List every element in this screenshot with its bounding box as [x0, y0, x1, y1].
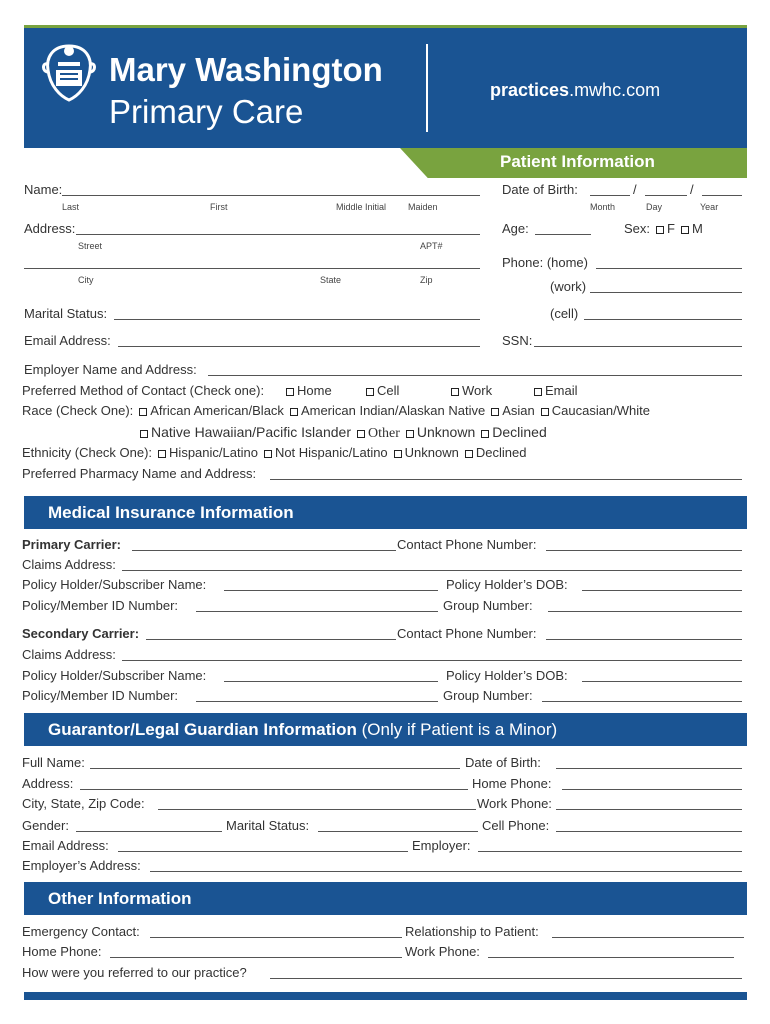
pharmacy-label: Preferred Pharmacy Name and Address:	[22, 466, 257, 481]
secondary-holder-field[interactable]	[224, 681, 438, 682]
email-field[interactable]	[118, 346, 480, 347]
primary-holder-dob-label: Policy Holder’s DOB:	[446, 577, 568, 592]
guarantor-work-phone-field[interactable]	[556, 809, 742, 810]
secondary-contact-phone-field[interactable]	[546, 639, 742, 640]
dob-sep2: /	[690, 182, 694, 197]
ethnicity-label: Ethnicity (Check One):	[22, 445, 153, 460]
address-sub-street: Street	[78, 241, 103, 251]
marital-field[interactable]	[114, 319, 480, 320]
other-work-phone-field[interactable]	[488, 957, 734, 958]
guarantor-employer-address-field[interactable]	[150, 871, 742, 872]
guarantor-marital-label: Marital Status:	[226, 818, 310, 833]
ethnicity-declined-checkbox[interactable]	[465, 450, 473, 458]
primary-member-id-field[interactable]	[196, 611, 438, 612]
patient-info-title: Patient Information	[500, 152, 655, 171]
secondary-member-id-label: Policy/Member ID Number:	[22, 688, 179, 703]
race-asian-label: Asian	[502, 403, 535, 418]
header-banner	[24, 25, 747, 148]
referral-label: How were you referred to our practice?	[22, 965, 247, 980]
dob-sub-day: Day	[646, 202, 663, 212]
guarantor-email-label: Email Address:	[22, 838, 109, 853]
contact-work[interactable]	[445, 383, 492, 399]
address-field[interactable]	[76, 234, 480, 235]
emergency-contact-label: Emergency Contact:	[22, 924, 140, 939]
guarantor-marital-field[interactable]	[318, 831, 478, 832]
work-phone-label: (work)	[550, 279, 587, 294]
contact-email[interactable]	[528, 383, 578, 399]
sex-group	[624, 221, 703, 237]
guarantor-dob-label: Date of Birth:	[465, 755, 541, 770]
sex-m-checkbox[interactable]	[681, 226, 689, 234]
ssn-label: SSN:	[502, 333, 533, 348]
contact-cell-checkbox[interactable]	[366, 388, 374, 396]
city-sub: City	[78, 275, 94, 285]
cell-phone-field[interactable]	[584, 319, 742, 320]
name-label: Name:	[24, 182, 63, 197]
guarantor-employer-field[interactable]	[478, 851, 742, 852]
name-field[interactable]	[62, 195, 480, 196]
primary-holder-label: Policy Holder/Subscriber Name:	[22, 577, 207, 592]
relationship-field[interactable]	[552, 937, 744, 938]
guarantor-gender-label: Gender:	[22, 818, 69, 833]
secondary-holder-dob-label: Policy Holder’s DOB:	[446, 668, 568, 683]
guarantor-name-field[interactable]	[90, 768, 460, 769]
cell-phone-label: (cell)	[550, 306, 579, 321]
contact-cell[interactable]	[360, 383, 399, 399]
guarantor-gender-field[interactable]	[76, 831, 222, 832]
name-sub-maiden: Maiden	[408, 202, 438, 212]
dob-year-field[interactable]	[702, 195, 742, 196]
marital-label: Marital Status:	[24, 306, 108, 321]
primary-contact-phone-label: Contact Phone Number:	[397, 537, 537, 552]
other-home-phone-label: Home Phone:	[22, 944, 102, 959]
race-other-checkbox[interactable]	[357, 430, 365, 438]
employer-field[interactable]	[208, 375, 742, 376]
secondary-carrier-label: Secondary Carrier:	[22, 626, 140, 641]
race-unknown-label: Unknown	[416, 424, 476, 440]
ethnicity-row	[22, 445, 526, 461]
secondary-member-id-field[interactable]	[196, 701, 438, 702]
dob-day-field[interactable]	[645, 195, 687, 196]
contact-work-label: Work	[462, 383, 493, 398]
contact-email-checkbox[interactable]	[534, 388, 542, 396]
contact-method-label: Preferred Method of Contact (Check one):	[22, 383, 265, 398]
secondary-claims-label: Claims Address:	[22, 647, 116, 662]
guarantor-section-bar	[24, 713, 747, 746]
guarantor-section-title	[48, 720, 557, 740]
age-field[interactable]	[535, 234, 591, 235]
guarantor-city-label: City, State, Zip Code:	[22, 796, 145, 811]
work-phone-field[interactable]	[590, 292, 742, 293]
contact-home[interactable]	[280, 383, 332, 399]
guarantor-cell-field[interactable]	[556, 831, 742, 832]
secondary-group-label: Group Number:	[443, 688, 533, 703]
contact-home-label: Home	[297, 383, 332, 398]
other-section-title: Other Information	[48, 889, 192, 908]
ethnicity-declined-label: Declined	[475, 445, 527, 460]
pharmacy-field[interactable]	[270, 479, 742, 480]
primary-holder-dob-field[interactable]	[582, 590, 742, 591]
guarantor-home-phone-label: Home Phone:	[472, 776, 552, 791]
insurance-section-bar	[24, 496, 747, 529]
guarantor-title: Guarantor/Legal Guardian Information	[48, 720, 357, 739]
other-work-phone-label: Work Phone:	[405, 944, 480, 959]
contact-cell-label: Cell	[377, 383, 400, 398]
sex-m-label: M	[691, 221, 703, 236]
insurance-section-title: Medical Insurance Information	[48, 503, 294, 522]
race-label: Race (Check One):	[22, 403, 134, 418]
race-row2	[134, 424, 547, 442]
home-phone-field[interactable]	[596, 268, 742, 269]
ethnicity-unknown-label: Unknown	[404, 445, 459, 460]
secondary-contact-phone-label: Contact Phone Number:	[397, 626, 537, 641]
race-row1	[22, 403, 650, 419]
name-sub-first: First	[210, 202, 228, 212]
guarantor-home-phone-field[interactable]	[562, 789, 742, 790]
sex-f-label: F	[667, 221, 675, 236]
ethnicity-unknown-checkbox[interactable]	[394, 450, 402, 458]
primary-claims-field[interactable]	[122, 570, 742, 571]
dob-label: Date of Birth:	[502, 182, 578, 197]
guarantor-name-label: Full Name:	[22, 755, 85, 770]
guarantor-employer-address-label: Employer’s Address:	[22, 858, 141, 873]
secondary-claims-field[interactable]	[122, 660, 742, 661]
hospital-logo-icon	[40, 42, 98, 104]
contact-home-checkbox[interactable]	[286, 388, 294, 396]
primary-group-field[interactable]	[548, 611, 742, 612]
guarantor-address-field[interactable]	[80, 789, 468, 790]
race-hawaiian-checkbox[interactable]	[140, 430, 148, 438]
other-section-bar	[24, 882, 747, 915]
guarantor-dob-field[interactable]	[556, 768, 742, 769]
race-white-label: Caucasian/White	[551, 403, 651, 418]
address-label: Address:	[24, 221, 76, 236]
race-white-checkbox[interactable]	[541, 408, 549, 416]
race-declined-label: Declined	[492, 424, 547, 440]
primary-holder-field[interactable]	[224, 590, 438, 591]
primary-carrier-label: Primary Carrier:	[22, 537, 121, 552]
other-home-phone-field[interactable]	[110, 957, 402, 958]
sex-label: Sex:	[624, 221, 651, 236]
secondary-holder-label: Policy Holder/Subscriber Name:	[22, 668, 207, 683]
secondary-group-field[interactable]	[542, 701, 742, 702]
footer-bar	[24, 992, 747, 1000]
website-link[interactable]	[490, 80, 660, 101]
sex-f-checkbox[interactable]	[656, 226, 664, 234]
ethnicity-not-hispanic-label: Not Hispanic/Latino	[274, 445, 388, 460]
zip-sub: Zip	[420, 275, 433, 285]
primary-carrier-field[interactable]	[132, 550, 396, 551]
secondary-carrier-field[interactable]	[146, 639, 396, 640]
relationship-label: Relationship to Patient:	[405, 924, 539, 939]
dob-month-field[interactable]	[590, 195, 630, 196]
race-declined-checkbox[interactable]	[481, 430, 489, 438]
emergency-contact-field[interactable]	[150, 937, 402, 938]
website-bold: practices	[490, 80, 570, 100]
secondary-holder-dob-field[interactable]	[582, 681, 742, 682]
employer-label: Employer Name and Address:	[24, 362, 197, 377]
race-unknown-checkbox[interactable]	[406, 430, 414, 438]
primary-claims-label: Claims Address:	[22, 557, 116, 572]
race-black-label: African American/Black	[150, 403, 284, 418]
guarantor-email-field[interactable]	[118, 851, 408, 852]
race-black-checkbox[interactable]	[139, 408, 147, 416]
race-other-label: Other	[367, 426, 400, 441]
org-name-line1: Mary Washington	[109, 51, 383, 88]
city-state-zip-field[interactable]	[24, 268, 480, 269]
org-name-line2: Primary Care	[109, 93, 304, 130]
primary-member-id-label: Policy/Member ID Number:	[22, 598, 179, 613]
ethnicity-hispanic-checkbox[interactable]	[158, 450, 166, 458]
age-label: Age:	[502, 221, 529, 236]
name-sub-last: Last	[62, 202, 80, 212]
guarantor-subtitle: (Only if Patient is a Minor)	[361, 720, 558, 739]
dob-sep1: /	[633, 182, 637, 197]
address-sub-apt: APT#	[420, 241, 443, 251]
race-hawaiian-label: Native Hawaiian/Pacific Islander	[151, 424, 351, 440]
race-native-checkbox[interactable]	[290, 408, 298, 416]
email-label: Email Address:	[24, 333, 111, 348]
ethnicity-hispanic-label: Hispanic/Latino	[169, 445, 258, 460]
contact-work-checkbox[interactable]	[451, 388, 459, 396]
website-rest: .mwhc.com	[569, 80, 661, 100]
referral-field[interactable]	[270, 978, 742, 979]
primary-contact-phone-field[interactable]	[546, 550, 742, 551]
name-sub-middle: Middle Initial	[336, 202, 387, 212]
race-asian-checkbox[interactable]	[491, 408, 499, 416]
header-divider	[426, 44, 428, 132]
guarantor-employer-label: Employer:	[412, 838, 471, 853]
ssn-field[interactable]	[534, 346, 742, 347]
home-phone-label: Phone: (home)	[502, 255, 588, 270]
dob-sub-year: Year	[700, 202, 719, 212]
ethnicity-not-hispanic-checkbox[interactable]	[264, 450, 272, 458]
primary-group-label: Group Number:	[443, 598, 533, 613]
state-sub: State	[320, 275, 342, 285]
guarantor-city-field[interactable]	[158, 809, 476, 810]
guarantor-cell-label: Cell Phone:	[482, 818, 550, 833]
guarantor-address-label: Address:	[22, 776, 74, 791]
contact-email-label: Email	[545, 383, 578, 398]
race-native-label: American Indian/Alaskan Native	[300, 403, 486, 418]
guarantor-work-phone-label: Work Phone:	[477, 796, 552, 811]
dob-sub-month: Month	[590, 202, 616, 212]
